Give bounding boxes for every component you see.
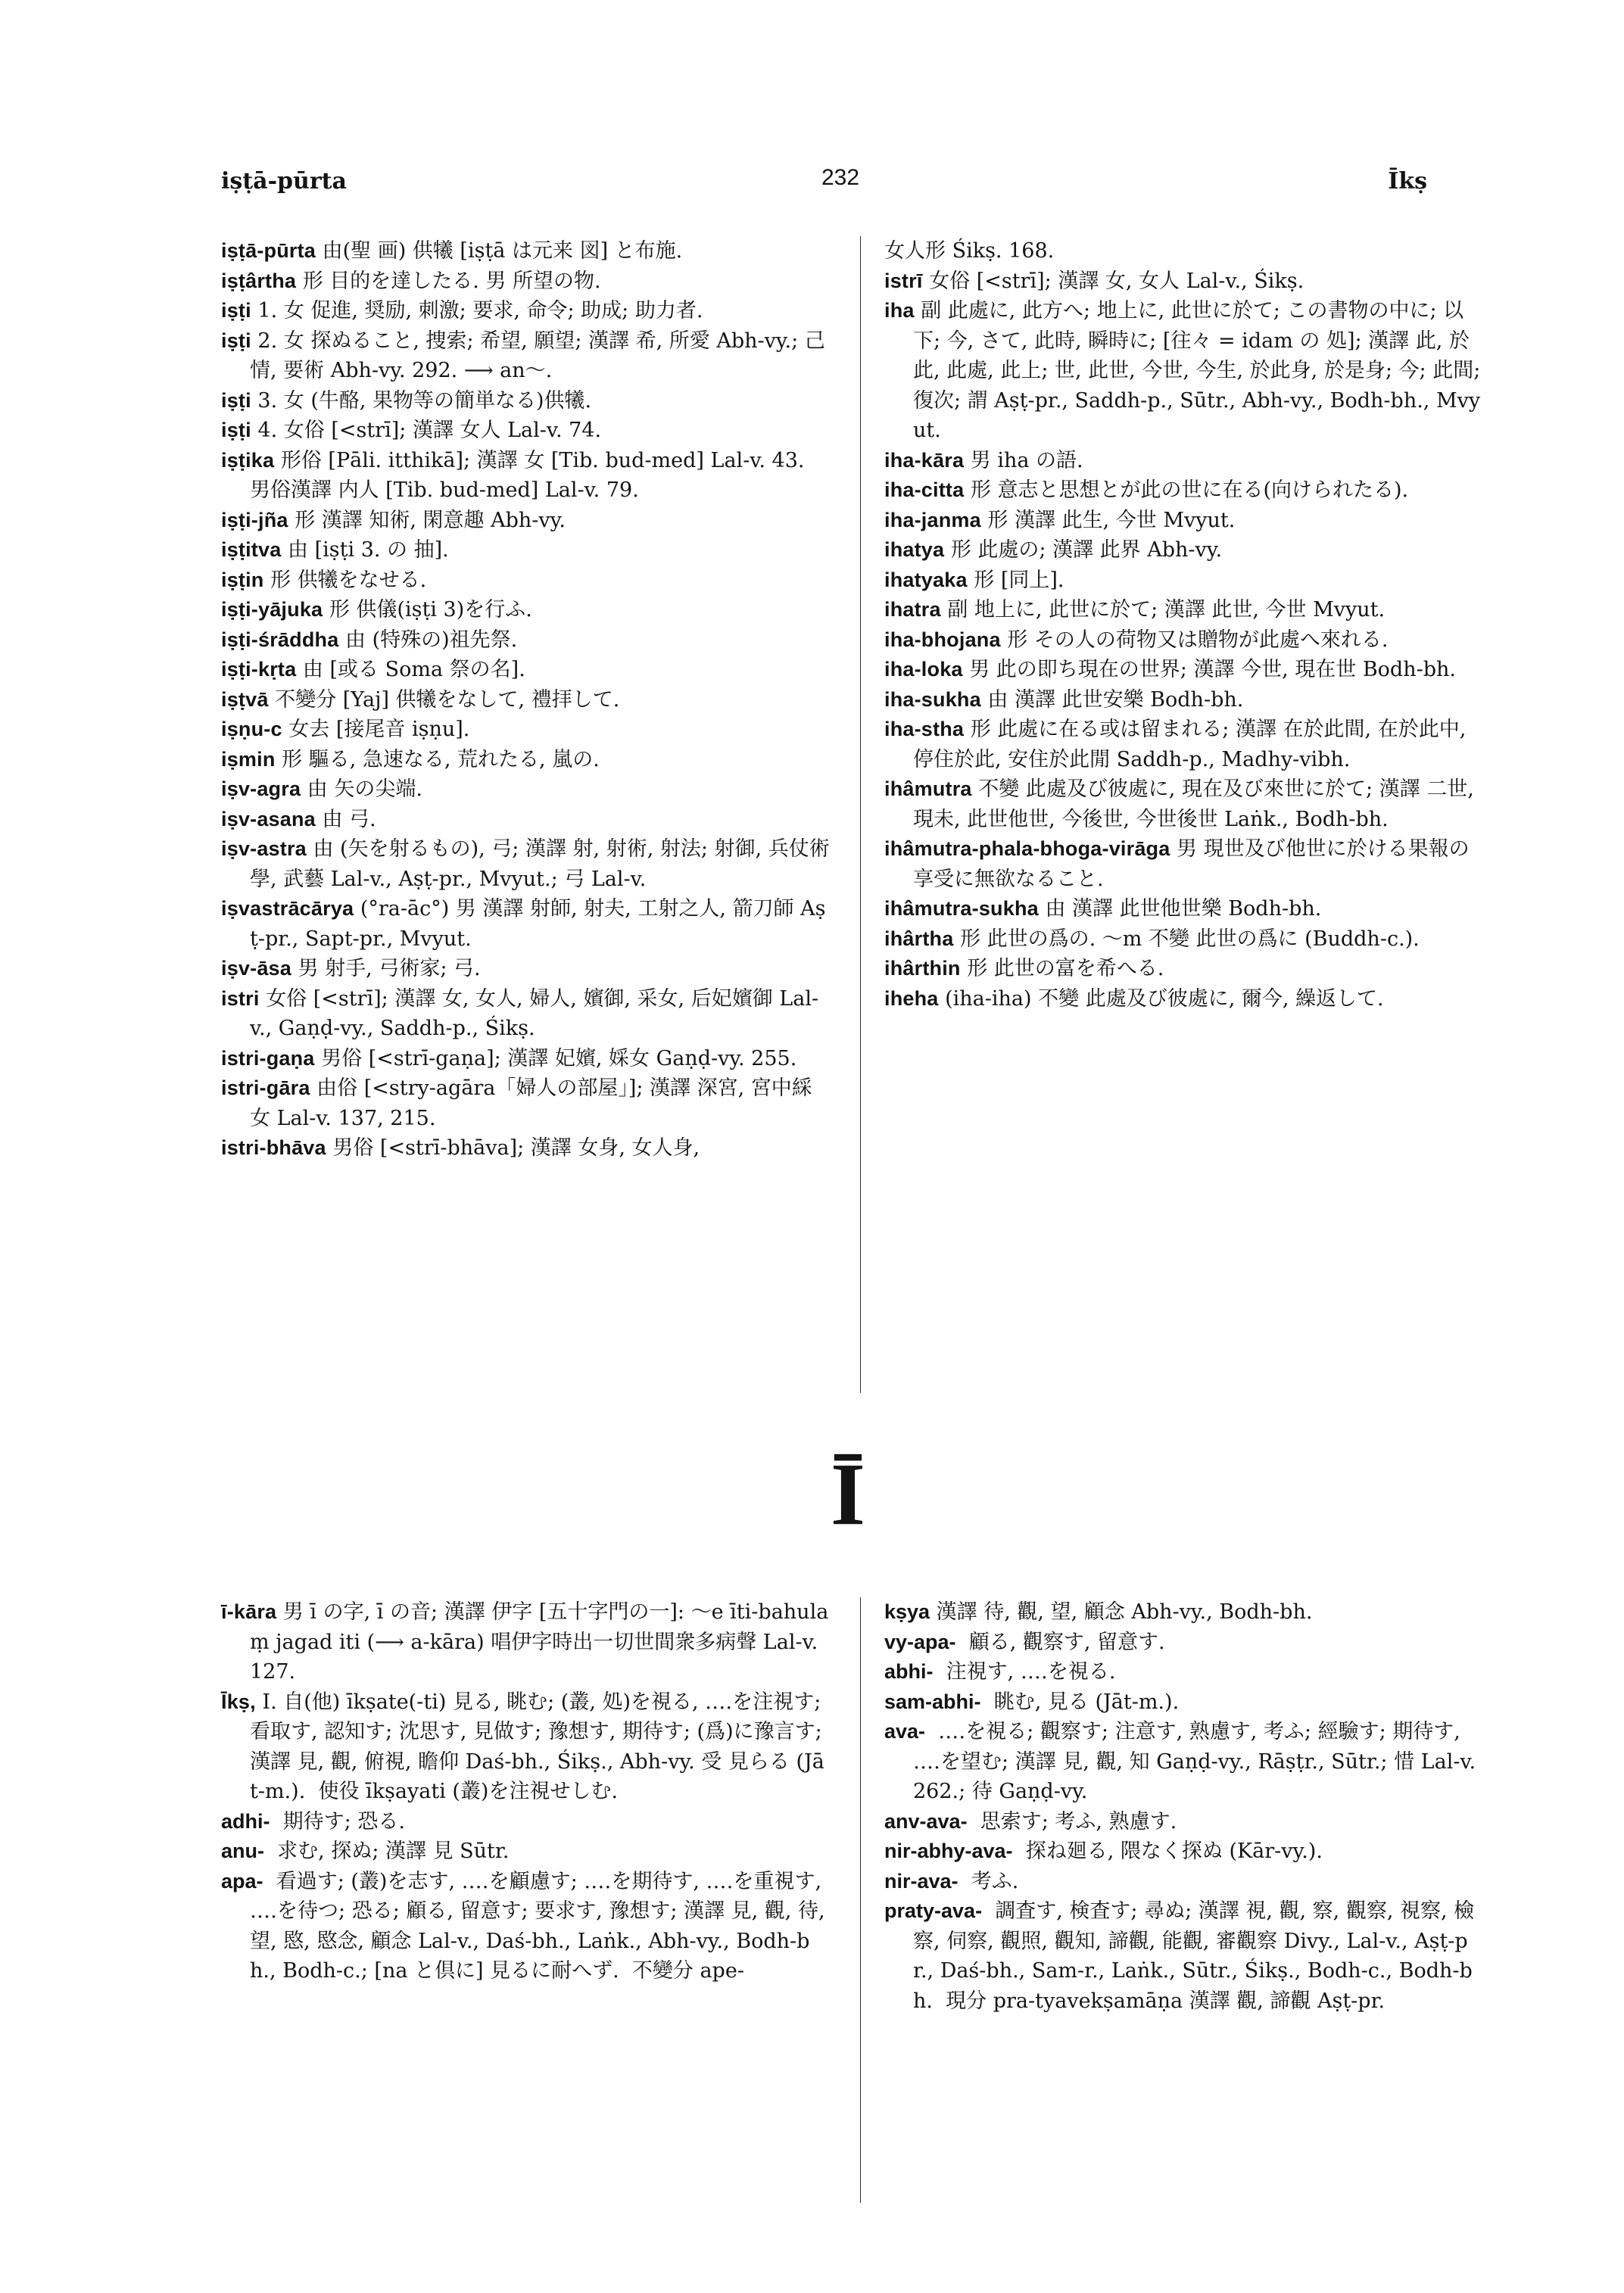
entry-definition: 形 此處の; 漢譯 此界 Abh-vy. [944, 538, 1223, 562]
entry-definition: 形俗 [Pāli. itthikā]; 漢譯 女 [Tib. bud-med] Lal-v. 43. 男俗漢譯 内人 [Tib. bud-med] Lal-v. 79. [250, 448, 818, 502]
entry-headword: iṣvastrācārya [221, 897, 354, 920]
entry-headword: iṣṭi-yājuka [221, 598, 323, 621]
entry-headword: ihatya [884, 538, 945, 561]
dictionary-entry [884, 655, 1484, 685]
dictionary-entry [884, 266, 1484, 297]
entry-definition: 由俗 [<stry-agāra「婦人の部屋」]; 漢譯 深宮, 宮中綵女 Lal-v. 137, 215. [250, 1076, 812, 1130]
entry-definition: 男 射手, 弓術家; 弓. [291, 957, 481, 980]
dictionary-entry [221, 1837, 831, 1867]
entry-definition: 由 矢の尖端. [301, 777, 422, 801]
dictionary-entry [884, 1657, 1484, 1687]
dictionary-entry [884, 1597, 1484, 1628]
column-top-left [221, 236, 831, 1164]
entry-headword: ihârtha [884, 927, 954, 950]
entry-headword: iṣṇu-c [221, 718, 282, 740]
dictionary-entry [221, 834, 831, 894]
entry-headword: iha-kāra [884, 448, 965, 472]
dictionary-entry [884, 1687, 1484, 1718]
dictionary-entry [884, 625, 1484, 656]
entry-definition: 副 地上に, 此世に於て; 漢譯 此世, 今世 Mvyut. [940, 598, 1386, 622]
entry-headword: iṣv-astra [221, 837, 307, 860]
dictionary-entry [221, 1044, 831, 1074]
entry-definition: 男 現世及び他世に於ける果報の享受に無欲なること. [913, 837, 1470, 891]
entry-headword: iha-bhojana [884, 628, 1001, 651]
column-top-right [884, 236, 1487, 1014]
entry-definition: 女去 [接尾音 iṣṇu]. [282, 718, 470, 741]
dictionary-entry [221, 565, 831, 596]
dictionary-entry [884, 894, 1484, 924]
entry-headword: iṣṭika [221, 448, 275, 472]
entry-headword: iṣṭin [221, 568, 264, 591]
entry-definition: 形 供犧をなせる. [263, 568, 427, 592]
dictionary-entry [884, 475, 1484, 506]
entry-definition: 形 その人の荷物又は贈物が此處へ來れる. [1000, 628, 1389, 652]
entry-definition: 形 漢譯 知術, 閑意趣 Abh-vy. [288, 508, 566, 532]
entry-definition: 形 漢譯 此生, 今世 Mvyut. [980, 508, 1236, 532]
entry-headword: iha-janma [884, 508, 981, 531]
entry-headword: iha-loka [884, 658, 963, 681]
entry-definition: (°ra-āc°) 男 漢譯 射師, 射夫, 工射之人, 箭刀師 Aṣṭ-pr., Sapt-pr., Mvyut. [250, 897, 826, 951]
entry-definition: 形 [同上]. [967, 568, 1064, 592]
dictionary-entry [221, 1807, 831, 1837]
entry-headword: iṣṭi-jña [221, 508, 288, 531]
entry-headword: istri [221, 986, 260, 1010]
entry-definition: 形 意志と思想とが此の世に在る(向けられたる). [964, 478, 1409, 502]
column-divider-top [860, 236, 861, 1393]
entry-subform: anu- [221, 1840, 264, 1862]
entry-headword: iha [884, 299, 915, 322]
entry-headword: iheha [884, 986, 939, 1010]
entry-headword: iṣṭi [221, 299, 251, 322]
entry-definition: 期待す; 恐る. [270, 1809, 405, 1833]
entry-headword: iṣmin [221, 747, 276, 771]
entry-definition: 由 漢譯 此世安樂 Bodh-bh. [980, 687, 1244, 712]
dictionary-entry [884, 535, 1484, 565]
entry-definition: 漢譯 待, 觀, 望, 顧念 Abh-vy., Bodh-bh. [930, 1600, 1313, 1624]
entry-subform: ava- [884, 1720, 926, 1743]
entry-definition: 1. 女 促進, 奨励, 刺激; 要求, 命令; 助成; 助力者. [251, 299, 703, 322]
entry-definition: 男俗 [<strī-bhāva]; 漢譯 女身, 女人身, [326, 1136, 700, 1160]
entry-headword: Īkṣ, [221, 1690, 256, 1713]
entry-definition: 男 此の即ち現在の世界; 漢譯 今世, 現在世 Bodh-bh. [962, 658, 1456, 681]
dictionary-entry [221, 266, 831, 297]
entry-definition: 不變 此處及び彼處に, 現在及び來世に於て; 漢譯 二世, 現未, 此世他世, 今後世, 今世後世 Laṅk., Bodh-bh. [913, 777, 1481, 831]
entry-definition: 形 此世の爲の. 〜m 不變 此世の爲に (Buddh-c.). [953, 927, 1420, 951]
entry-headword: iṣv-agra [221, 777, 301, 800]
dictionary-entry [221, 745, 831, 775]
dictionary-entry [221, 1687, 831, 1807]
entry-definition: 由 漢譯 此世他世樂 Bodh-bh. [1038, 897, 1322, 921]
entry-headword: iṣṭi [221, 329, 251, 352]
entry-headword: iṣṭi [221, 388, 251, 412]
entry-definition: 形 供儀(iṣṭi 3)を行ふ. [323, 598, 532, 622]
entry-definition: 形 此世の富を希へる. [960, 957, 1164, 980]
dictionary-entry [884, 1867, 1484, 1897]
dictionary-entry [221, 326, 831, 386]
entry-definition: 顧る, 觀察す, 留意す. [955, 1630, 1165, 1654]
dictionary-entry [884, 446, 1484, 476]
dictionary-entry [884, 296, 1487, 446]
dictionary-entry [884, 774, 1484, 834]
entry-headword: ihâmutra [884, 777, 972, 800]
dictionary-entry [221, 1133, 831, 1164]
entry-definition: 考ふ. [958, 1869, 1019, 1893]
entry-definition: 由(聖 画) 供犧 [iṣṭā は元来 図] と布施. [316, 239, 683, 263]
entry-definition: 形 驅る, 急速なる, 荒れたる, 嵐の. [275, 747, 600, 771]
entry-definition: 由 [iṣṭi 3. の 抽]. [281, 538, 449, 562]
column-divider-bottom [860, 1597, 861, 2203]
dictionary-entry [884, 715, 1484, 774]
dictionary-entry [221, 1073, 831, 1133]
dictionary-entry [221, 446, 831, 506]
entry-definition: (iha-iha) 不變 此處及び彼處に, 爾今, 繰返して. [938, 986, 1384, 1011]
entry-subform: adhi- [221, 1809, 270, 1833]
entry-headword: iha-sukha [884, 687, 981, 711]
entry-headword: iha-citta [884, 478, 965, 501]
entry-definition: 求む, 探ぬ; 漢譯 見 Sūtr. [264, 1840, 510, 1863]
dictionary-entry [221, 805, 831, 835]
dictionary-entry [221, 894, 831, 954]
dictionary-entry [884, 954, 1484, 984]
entry-definition: 女俗 [<strī]; 漢譯 女, 女人, 婦人, 嬪御, 采女, 后妃嬪御 Lal-v., Gaṇḍ-vy., Saddh-p., Śikṣ. [250, 986, 819, 1040]
entry-headword: iṣṭitva [221, 538, 282, 561]
entry-headword: iṣv-asana [221, 807, 316, 830]
dictionary-entry [884, 685, 1484, 715]
entry-definition: 2. 女 探ぬること, 捜索; 希望, 願望; 漢譯 希, 所愛 Abh-vy.; 己情, 要術 Abh-vy. 292. ⟶ an〜. [250, 329, 825, 382]
dictionary-entry [884, 236, 1484, 266]
running-head-left: iṣṭā-pūrta [221, 168, 347, 195]
dictionary-entry [884, 924, 1484, 955]
entry-definition: 眺む, 見る (Jāt-m.). [980, 1690, 1180, 1714]
dictionary-entry [884, 1717, 1484, 1807]
entry-headword: iṣṭi [221, 419, 251, 441]
entry-headword: istri-bhāva [221, 1136, 326, 1159]
dictionary-entry [884, 1628, 1484, 1658]
entry-definition: 不變分 [Yaj] 供犧をなして, 禮拝して. [268, 687, 620, 712]
entry-headword: iṣṭi-kṛta [221, 658, 297, 681]
entry-headword: ihatra [884, 598, 941, 621]
dictionary-entry [221, 685, 831, 715]
entry-definition: 副 此處に, 此方へ; 地上に, 此世に於て; この書物の中に; 以下; 今, さて, 此時, 瞬時に; [往々 = idam の 処]; 漢譯 此, 於此, 此處, 此上; 世, 此世, 今世, 今生, 於此身, 於是身; 今; 此間; 復次; 謂 Aṣṭ-pr., Saddh-p., Sūtr., Abh-vy., Bodh-bh., Mvyut. [913, 299, 1487, 442]
entry-headword: ihâmutra-phala-bhoga-virāga [884, 837, 1170, 860]
dictionary-entry [884, 595, 1484, 625]
entry-definition: 思索す; 考ふ, 熟慮す. [967, 1809, 1177, 1833]
running-head-right: Īkṣ [1388, 168, 1427, 195]
entry-definition: 形 此處に在る或は留まれる; 漢譯 在於此間, 在於此中, 停住於此, 安住於此閒 Saddh-p., Madhy-vibh. [913, 718, 1473, 771]
entry-headword: iṣṭârtha [221, 269, 297, 292]
dictionary-entry [884, 984, 1484, 1014]
entry-definition: 形 目的を達したる. 男 所望の物. [296, 269, 601, 293]
entry-subform: sam-abhi- [884, 1690, 981, 1713]
entry-definition: 由 (特殊の)祖先祭. [338, 628, 518, 652]
entry-headword: istri-gaṇa [221, 1046, 315, 1070]
entry-headword: istrī [884, 269, 923, 292]
section-letter: Ī [831, 1444, 865, 1544]
entry-headword: ihârthin [884, 957, 961, 980]
dictionary-entry [221, 625, 831, 656]
entry-definition: 3. 女 (牛酪, 果物等の簡単なる)供犧. [251, 388, 592, 413]
dictionary-entry [221, 506, 831, 536]
entry-subform: nir-ava- [884, 1869, 959, 1893]
page-number: 232 [821, 165, 860, 190]
dictionary-entry [221, 774, 831, 805]
dictionary-entry [221, 984, 831, 1044]
entry-definition: 注視す, ‥‥を視る. [933, 1660, 1116, 1684]
column-bottom-left [221, 1597, 831, 1986]
entry-definition: 女人形 Śikṣ. 168. [884, 239, 1055, 263]
entry-definition: 4. 女俗 [<strī]; 漢譯 女人 Lal-v. 74. [251, 419, 602, 442]
entry-definition: 男 iha の語. [964, 448, 1083, 472]
entry-definition: 男俗 [<strī-gaṇa]; 漢譯 妃嬪, 婇女 Gaṇḍ-vy. 255. [314, 1046, 797, 1070]
dictionary-entry [221, 386, 831, 416]
entry-headword: iṣṭā-pūrta [221, 239, 316, 262]
dictionary-entry [221, 1597, 831, 1687]
entry-definition: 探ね廻る, 隈なく探ぬ (Kār-vy.). [1012, 1840, 1323, 1863]
column-bottom-right [884, 1597, 1484, 2016]
dictionary-entry [221, 416, 831, 446]
entry-headword: iṣṭi-śrāddha [221, 628, 339, 651]
entry-headword: ihatyaka [884, 568, 968, 591]
entry-definition: 由 (矢を射るもの), 弓; 漢譯 射, 射術, 射法; 射御, 兵仗術學, 武藝 Lal-v., Aṣṭ-pr., Mvyut.; 弓 Lal-v. [250, 837, 830, 891]
entry-subform: abhi- [884, 1660, 934, 1683]
dictionary-entry [884, 1837, 1484, 1867]
entry-headword: iha-stha [884, 718, 965, 740]
dictionary-entry [884, 506, 1484, 536]
dictionary-entry [221, 595, 831, 625]
entry-headword: ī-kāra [221, 1600, 277, 1623]
entry-subform: apa- [221, 1869, 263, 1893]
entry-subform: nir-abhy-ava- [884, 1840, 1013, 1862]
entry-subform: vy-apa- [884, 1630, 956, 1653]
dictionary-entry [221, 296, 831, 326]
dictionary-entry [221, 535, 831, 565]
dictionary-entry [221, 715, 831, 745]
dictionary-entry [221, 236, 831, 266]
entry-headword: istri-gāra [221, 1076, 310, 1099]
entry-headword: iṣṭvā [221, 687, 269, 711]
entry-definition: 由 [或る Soma 祭の名]. [296, 658, 525, 681]
dictionary-entry [884, 1896, 1484, 2016]
dictionary-entry [884, 1807, 1484, 1837]
entry-headword: iṣv-āsa [221, 957, 291, 980]
entry-definition: ‥‥を視る; 觀察す; 注意す, 熟慮す, 考ふ; 經驗す; 期待す, ‥‥を望む; 漢譯 見, 觀, 知 Gaṇḍ-vy., Rāṣṭr., Sūtr.; 惜 Lal-v. 262.; 待 Gaṇḍ-vy. [913, 1720, 1482, 1803]
entry-definition: 看過す; (叢)を志す, ‥‥を顧慮す; ‥‥を期待す, ‥‥を重視す, ‥‥を待つ; 恐る; 顧る, 留意す; 要求す, 豫想す; 漢譯 見, 觀, 待, 望, 愍, 愍念, 顧念 Lal-v., Daś-bh., Laṅk., Abh-vy., Bodh-bh., Bodh-c.; [na と倶に] 見るに耐へず. 不變分 ape- [250, 1869, 832, 1983]
entry-definition: 女俗 [<strī]; 漢譯 女, 女人 Lal-v., Śikṣ. [922, 269, 1304, 293]
entry-headword: ihâmutra-sukha [884, 897, 1039, 920]
entry-subform: kṣya [884, 1600, 930, 1623]
dictionary-entry [221, 1867, 831, 1986]
entry-definition: 由 弓. [315, 807, 376, 831]
dictionary-entry [221, 954, 831, 984]
dictionary-entry [884, 565, 1484, 596]
entry-definition: 調査す, 検査す; 尋ぬ; 漢譯 視, 觀, 察, 觀察, 視察, 檢察, 伺察, 觀照, 觀知, 諦觀, 能觀, 審觀察 Divy., Lal-v., Aṣṭ-pr., Daś-bh., Sam-r., Laṅk., Sūtr., Śikṣ., Bodh-c., Bodh-bh. 現分 pra-tyavekṣamāṇa 漢譯 觀, 諦觀 Aṣṭ-pr. [913, 1899, 1475, 2013]
entry-subform: praty-ava- [884, 1899, 983, 1922]
dictionary-entry [221, 655, 831, 685]
entry-definition: 男 ī の字, ī の音; 漢譯 伊字 [五十字門の一]: 〜e īti-bahulaṃ jagad iti (⟶ a-kāra) 唱伊字時出一切世間衆多病聲 Lal-v. 127. [250, 1600, 829, 1684]
entry-definition: I. 自(他) īkṣate(-ti) 見る, 眺む; (叢, 処)を視る, ‥‥を注視す; 看取す, 認知す; 沈思す, 見做す; 豫想す, 期待す; (爲)に豫言す; 漢譯 見, 觀, 俯視, 瞻仰 Daś-bh., Śikṣ., Abh-vy. 受 見らる (Jāt-m.). 使役 īkṣayati (叢)を注視せしむ. [250, 1690, 829, 1803]
dictionary-entry [884, 834, 1484, 894]
entry-subform: anv-ava- [884, 1809, 968, 1833]
